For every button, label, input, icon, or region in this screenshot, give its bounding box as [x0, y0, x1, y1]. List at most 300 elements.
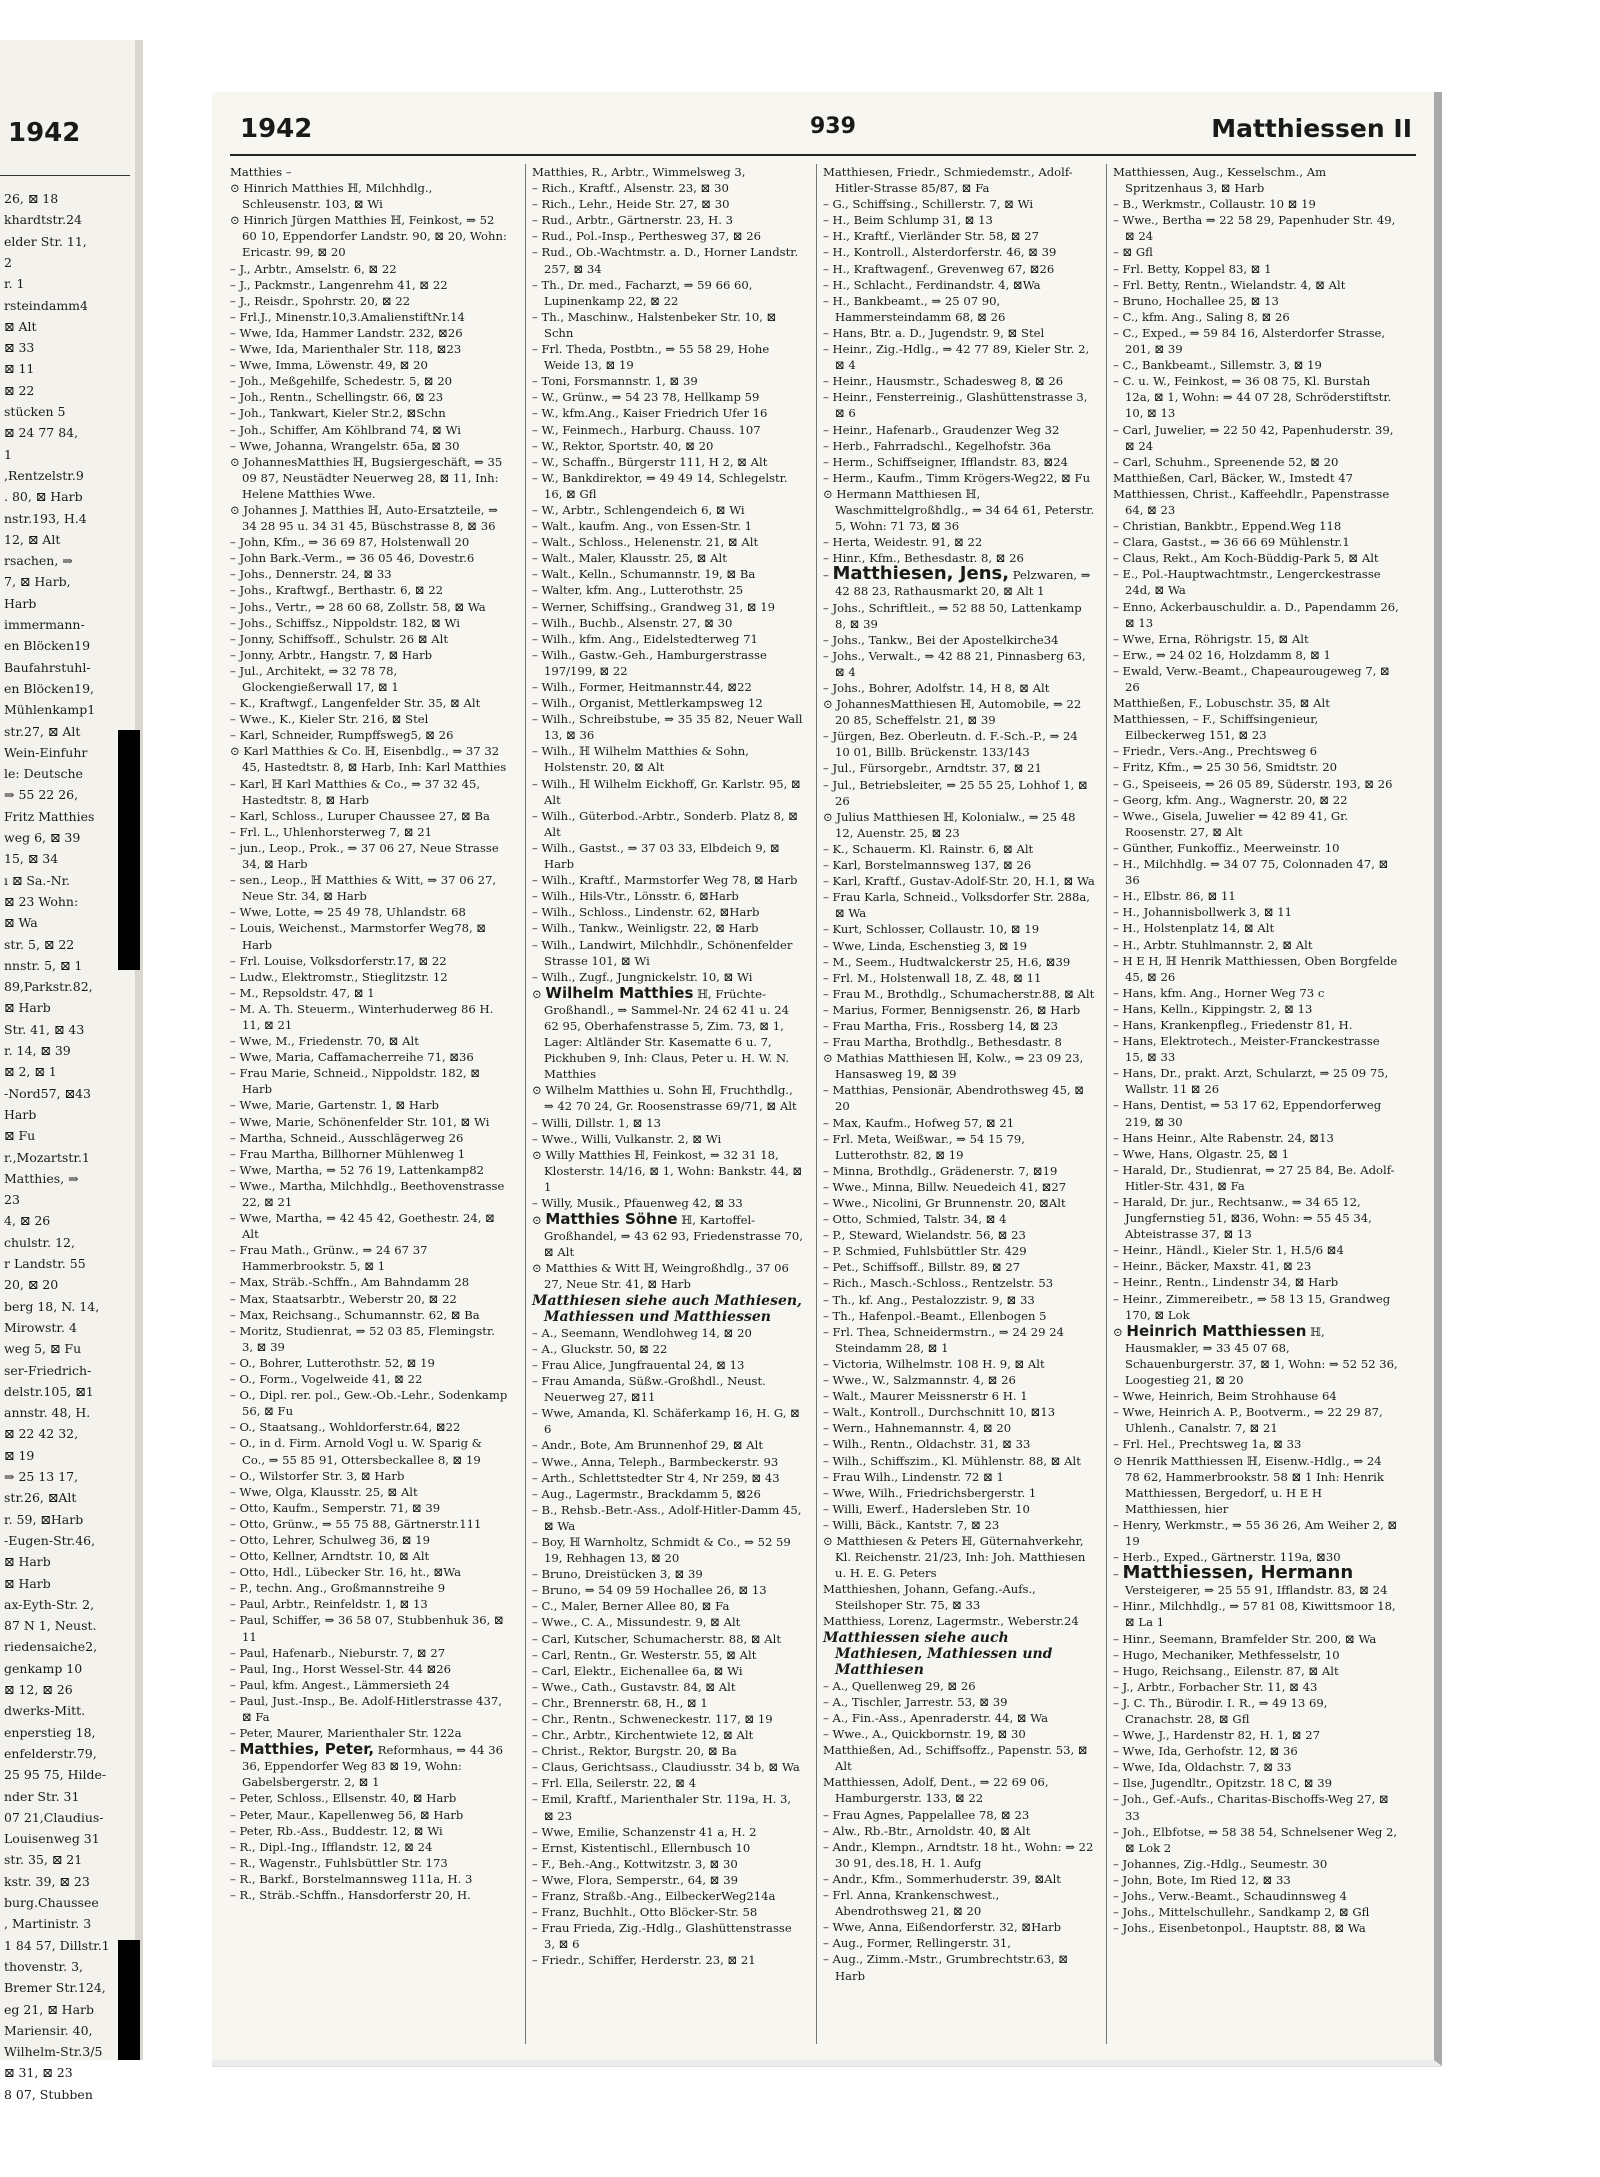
directory-entry: Matthies – — [230, 165, 292, 179]
directory-entry: – Rud., Pol.-Insp., Perthesweg 37, ⊠ 26 — [532, 229, 762, 244]
directory-entry: – W., Rektor, Sportstr. 40, ⊠ 20 — [532, 438, 714, 453]
directory-entry: – Johs., Eisenbetonpol., Hauptstr. 88, ⊠ Wa — [1113, 1921, 1366, 1936]
left-page-fragment: weg 6, ⊠ 39 — [4, 830, 81, 845]
directory-entry: Matthiessen, – F., Schiffsingenieur, Eilbeckerweg 151, ⊠ 23 — [1113, 712, 1319, 743]
left-page-fragment: thovenstr. 3, — [4, 1958, 84, 1974]
directory-entry: – Wwe., A., Quickbornstr. 19, ⊠ 30 — [823, 1727, 1026, 1742]
directory-entry: – Alw., Rb.-Btr., Arnoldstr. 40, ⊠ Alt — [823, 1823, 1031, 1838]
directory-entry: – Johs., Schiffsz., Nippoldstr. 182, ⊠ Wi — [230, 615, 460, 630]
left-page-fragment: ⊠ Harb — [4, 1554, 51, 1570]
directory-entry: – Johs., Verwalt., ⇒ 42 88 21, Pinnasberg 63, ⊠ 4 — [823, 648, 1086, 679]
directory-entry: – R., Barkf., Borstelmannsweg 111a, H. 3 — [230, 1871, 473, 1886]
left-page-fragment: 07 21,Claudius- — [4, 1809, 104, 1825]
directory-entry: Matthießen, Carl, Bäcker, W., Imstedt 47 — [1113, 470, 1353, 485]
directory-entry: – B., Werkmstr., Collaustr. 10 ⊠ 19 — [1113, 197, 1316, 212]
directory-entry: – Hinr., Kfm., Bethesdastr. 8, ⊠ 26 — [823, 551, 1024, 566]
directory-entry: – Carl, Kutscher, Schumacherstr. 88, ⊠ Alt — [532, 1631, 781, 1646]
left-page-fragment: -Eugen-Str.46, — [4, 1532, 96, 1548]
page-header — [230, 114, 1416, 148]
header-year: 1942 — [240, 114, 313, 144]
directory-entry: – Bruno, Hochallee 25, ⊠ 13 — [1113, 293, 1279, 308]
left-page-fragment: le: Deutsche — [4, 766, 83, 782]
left-page-fragment: str. 35, ⊠ 21 — [4, 1852, 83, 1868]
directory-entry: – Johs., Kraftwgf., Berthastr. 6, ⊠ 22 — [230, 583, 444, 598]
directory-entry: – Wilh., Landwirt, Milchhdlr., Schönenfelder Strasse 101, ⊠ Wi — [532, 937, 793, 968]
directory-entry: – Wwe, Hans, Olgastr. 25, ⊠ 1 — [1113, 1146, 1290, 1161]
directory-entry: – O., Wilstorfer Str. 3, ⊠ Harb — [230, 1468, 405, 1483]
column-3 — [816, 164, 1095, 2044]
directory-entry: – Willi, Bäck., Kantstr. 7, ⊠ 23 — [823, 1517, 1000, 1532]
directory-entry: – Wilh., Organist, Mettlerkampsweg 12 — [532, 696, 763, 711]
directory-entry: – Karl, Schneider, Rumpffsweg5, ⊠ 26 — [230, 728, 454, 743]
directory-entry: – Frl. Thea, Schneidermstrn., ⇒ 24 29 24 Steindamm 28, ⊠ 1 — [823, 1324, 1064, 1355]
left-page-fragment: Mariensir. 40, — [4, 2022, 93, 2038]
directory-entry: – Erw., ⇒ 24 02 16, Holzdamm 8, ⊠ 1 — [1113, 647, 1331, 662]
directory-entry: – Wilh., kfm. Ang., Eidelstedterweg 71 — [532, 631, 758, 646]
left-page-fragment: ⊠ Fu — [4, 1128, 36, 1144]
directory-entry: – Ilse, Jugendltr., Opitzstr. 18 C, ⊠ 39 — [1113, 1776, 1332, 1791]
directory-entry: ⊙ JohannesMatthies ℍ, Bugsiergeschäft, ⇒ 35 09 87, Neustädter Neuerweg 28, ⊠ 11, Inh: Helene Matthies Wwe. — [230, 454, 503, 501]
left-page-fragment: 4, ⊠ 26 — [4, 1213, 51, 1229]
directory-entry: – Frau Karla, Schneid., Volksdorfer Str. 288a, ⊠ Wa — [823, 890, 1090, 921]
thumb-index-tab-lower — [118, 1940, 140, 2060]
directory-entry: – Claus, Gerichtsass., Claudiusstr. 34 b, ⊠ Wa — [532, 1760, 800, 1775]
directory-entry: Matthiess, Lorenz, Lagermstr., Weberstr.24 — [823, 1614, 1079, 1629]
directory-entry: – Karl, ℍ Karl Matthies & Co., ⇒ 37 32 45, Hastedtstr. 8, ⊠ Harb — [230, 776, 481, 807]
directory-entry: – Paul, Just.-Insp., Be. Adolf-Hitlerstrasse 437, ⊠ Fa — [230, 1693, 502, 1724]
directory-entry: – Wwe., Anna, Teleph., Barmbeckerstr. 93 — [532, 1454, 779, 1469]
directory-entry: – H., Kraftf., Vierländer Str. 58, ⊠ 27 — [823, 229, 1040, 244]
left-page-fragment: 1 84 57, Dillstr.1 — [4, 1937, 110, 1953]
directory-entry: – Chr., Brennerstr. 68, H., ⊠ 1 — [532, 1695, 708, 1710]
left-page-fragment: Mühlenkamp1 — [4, 702, 96, 718]
directory-entry: – Martha, Schneid., Ausschlägerweg 26 — [230, 1130, 464, 1145]
directory-entry: – Frl. Meta, Weißwar., ⇒ 54 15 79, Lutterothstr. 82, ⊠ 19 — [823, 1131, 1025, 1162]
left-page-fragment: str.26, ⊠Alt — [4, 1490, 77, 1506]
directory-entry: – Wwe, Marie, Schönenfelder Str. 101, ⊠ Wi — [230, 1114, 490, 1129]
directory-entry: – Hans, Elektrotech., Meister-Franckestrasse 15, ⊠ 33 — [1113, 1034, 1380, 1065]
directory-entry: – Wwe, J., Hardenstr 82, H. 1, ⊠ 27 — [1113, 1728, 1321, 1743]
directory-entry: ⊙ Henrik Matthiessen ℍ, Eisenw.-Hdlg., ⇒ 24 78 62, Hammerbrookstr. 58 ⊠ 1 Inh: Henrik Matthiessen, Bergedorf, u. H E H Matthiessen, hier — [1113, 1453, 1384, 1516]
directory-entry: – P., Steward, Wielandstr. 56, ⊠ 23 — [823, 1228, 1026, 1243]
directory-entry: – Wilh., Gastst., ⇒ 37 03 33, Elbdeich 9, ⊠ Harb — [532, 840, 780, 872]
directory-entry: – Wwe, Ida, Hammer Landstr. 232, ⊠26 — [230, 325, 463, 340]
directory-entry: – Wwe, Amanda, Kl. Schäferkamp 16, H. G, ⊠ 6 — [532, 1406, 800, 1437]
directory-entry: – H., Holstenplatz 14, ⊠ Alt — [1113, 921, 1275, 936]
directory-entry: – Wilh., Hils-Vtr., Lönsstr. 6, ⊠Harb — [532, 889, 739, 904]
left-page-fragment: ⊠ Wa — [4, 915, 38, 931]
directory-entry: – J. C. Th., Bürodir. I. R., ⇒ 49 13 69, Cranachstr. 28, ⊠ Gfl — [1113, 1695, 1328, 1726]
left-page-fragment: ⊠ Harb — [4, 1000, 51, 1016]
directory-entry: – Johs., Tankw., Bei der Apostelkirche34 — [823, 632, 1059, 647]
directory-entry: – A., Quellenweg 29, ⊠ 26 — [823, 1678, 976, 1693]
directory-entry: ⊙ Matthies & Witt ℍ, Weingroßhdlg., 37 06 27, Neue Str. 41, ⊠ Harb — [532, 1261, 789, 1292]
directory-entry: – Heinr., Zimmereibetr., ⇒ 58 13 15, Grandweg 170, ⊠ Lok — [1113, 1291, 1391, 1322]
directory-entry: – Andr., Klempn., Arndtstr. 18 ht., Wohn: ⇒ 22 30 91, des.18, H. 1. Aufg — [823, 1839, 1094, 1870]
page-bottom-edge — [212, 2066, 1442, 2067]
directory-entry: – Wilh., Tankw., Weinligstr. 22, ⊠ Harb — [532, 921, 759, 936]
directory-entry: – Louis, Weichenst., Marmstorfer Weg78, ⊠ Harb — [230, 921, 487, 952]
highlighted-name: Wilhelm Matthies — [545, 983, 694, 1002]
directory-entry: – Hinr., Seemann, Bramfelder Str. 200, ⊠ Wa — [1113, 1631, 1377, 1646]
directory-entry: – Christ., Rektor, Burgstr. 20, ⊠ Ba — [532, 1744, 737, 1759]
directory-entry: – W., Grünw., ⇒ 54 23 78, Hellkamp 59 — [532, 390, 760, 405]
directory-entry: ⊙ Wilhelm Matthies u. Sohn ℍ, Fruchthdlg., ⇒ 42 70 24, Gr. Roosenstrasse 69/71, ⊠ Alt — [532, 1083, 797, 1114]
directory-entry: – Matthies, Peter, Reformhaus, ⇒ 44 36 36, Eppendorfer Weg 83 ⊠ 19, Wohn: Gabelsbergerstr. 2, ⊠ 1 — [230, 1740, 503, 1790]
directory-entry: Matthießen, F., Lobuschstr. 35, ⊠ Alt — [1113, 696, 1330, 711]
directory-entry: – Hans, Dr., prakt. Arzt, Schularzt, ⇒ 25 09 75, Wallstr. 11 ⊠ 26 — [1113, 1066, 1389, 1097]
directory-entry: – Moritz, Studienrat, ⇒ 52 03 85, Flemingstr. 3, ⊠ 39 — [230, 1323, 495, 1354]
directory-entry: – Heinr., Bäcker, Maxstr. 41, ⊠ 23 — [1113, 1259, 1312, 1274]
left-page-fragment: ⊠ 2, ⊠ 1 — [4, 1064, 57, 1080]
directory-entry: – Johannes, Zig.-Hdlg., Seumestr. 30 — [1113, 1856, 1328, 1871]
directory-entry: – Walter, kfm. Ang., Lutterothstr. 25 — [532, 583, 744, 598]
directory-entry: – Franz, Buchhlt., Otto Blöcker-Str. 58 — [532, 1905, 758, 1920]
directory-entry: – Ludw., Elektromstr., Stieglitzstr. 12 — [230, 969, 448, 984]
directory-entry: – Andr., Kfm., Sommerhuderstr. 39, ⊠Alt — [823, 1871, 1061, 1886]
directory-entry: – Max, Kaufm., Hofweg 57, ⊠ 21 — [823, 1115, 1015, 1130]
directory-entry: – Wilh., Former, Heitmannstr.44, ⊠22 — [532, 680, 752, 694]
left-page-number: 1942 — [8, 118, 81, 148]
directory-entry: – Otto, Hdl., Lübecker Str. 16, ht., ⊠Wa — [230, 1565, 462, 1580]
left-page-fragment: en Blöcken19 — [4, 638, 91, 654]
left-page-fragment: 1 — [4, 446, 12, 462]
directory-entry: – Christian, Bankbtr., Eppend.Weg 118 — [1113, 519, 1342, 534]
directory-entry: – Walt., Kelln., Schumannstr. 19, ⊠ Ba — [532, 567, 756, 582]
thumb-index-tab-upper — [118, 730, 140, 970]
directory-entry: – H., Milchhdlg. ⇒ 34 07 75, Colonnaden 47, ⊠ 36 — [1113, 857, 1389, 888]
left-page-fragment: str. 5, ⊠ 22 — [4, 936, 75, 952]
directory-entry: – Johs., Schriftleit., ⇒ 52 88 50, Lattenkamp 8, ⊠ 39 — [823, 600, 1082, 631]
directory-entry: – Frl. Louise, Volksdorferstr.17, ⊠ 22 — [230, 953, 447, 968]
directory-entry: – Wwe., Nicolini, Gr Brunnenstr. 20, ⊠Alt — [823, 1196, 1066, 1210]
directory-entry: – R., Dipl.-Ing., Ifflandstr. 12, ⊠ 24 — [230, 1839, 433, 1854]
directory-entry: – Willi, Dillstr. 1, ⊠ 13 — [532, 1115, 661, 1130]
directory-entry: – Rich., Masch.-Schloss., Rentzelstr. 53 — [823, 1276, 1054, 1291]
directory-entry: – Hans, Dentist, ⇒ 53 17 62, Eppendorferweg 219, ⊠ 30 — [1113, 1098, 1382, 1129]
header-running-title: Matthiessen II — [1211, 114, 1412, 143]
directory-entry: – Franz, Straßb.-Ang., EilbeckerWeg214a — [532, 1889, 776, 1904]
directory-entry: – sen., Leop., ℍ Matthies & Witt, ⇒ 37 06 27, Neue Str. 34, ⊠ Harb — [230, 873, 497, 904]
left-page-fragment: 25 95 75, Hilde- — [4, 1767, 107, 1783]
left-page-fragment: enfelderstr.79, — [4, 1745, 97, 1761]
directory-entry: – Frl. L., Uhlenhorsterweg 7, ⊠ 21 — [230, 824, 432, 839]
left-page-fragment: eg 21, ⊠ Harb — [4, 2001, 95, 2017]
directory-entry: ⊙ Hinrich Jürgen Matthies ℍ, Feinkost, ⇒ 52 60 10, Eppendorfer Landstr. 90, ⊠ 20, Wohn: Ericastr. 99, ⊠ 20 — [230, 213, 507, 260]
directory-entry: – Max, Sträb.-Schffn., Am Bahndamm 28 — [230, 1275, 470, 1290]
directory-entry: – Th., Hafenpol.-Beamt., Ellenbogen 5 — [823, 1308, 1047, 1323]
left-page-fragment: r. 14, ⊠ 39 — [4, 1043, 71, 1058]
directory-entry: – Heinr., Hausmstr., Schadesweg 8, ⊠ 26 — [823, 374, 1064, 389]
directory-entry: – Paul, Schiffer, ⇒ 36 58 07, Stubbenhuk 36, ⊠ 11 — [230, 1613, 504, 1644]
directory-entry: – Friedr., Schiffer, Herderstr. 23, ⊠ 21 — [532, 1953, 756, 1968]
directory-entry: – W., kfm.Ang., Kaiser Friedrich Ufer 16 — [532, 406, 768, 421]
directory-entry: Matthießen, Ad., Schiffsoffz., Papenstr. 53, ⊠ Alt — [823, 1743, 1088, 1774]
directory-entry: – G., Speiseeis, ⇒ 26 05 89, Süderstr. 193, ⊠ 26 — [1113, 776, 1393, 791]
directory-entry: – Frau Math., Grünw., ⇒ 24 67 37 Hammerbrookstr. 5, ⊠ 1 — [230, 1243, 428, 1274]
directory-entry: – Walt., kaufm. Ang., von Essen-Str. 1 — [532, 519, 753, 534]
directory-entry: – Wilh., ℍ Wilhelm Matthies & Sohn, Holstenstr. 20, ⊠ Alt — [532, 744, 749, 775]
directory-entry: – Matthiessen, Hermann Versteigerer, ⇒ 25 55 91, Ifflandstr. 83, ⊠ 24 — [1113, 1562, 1388, 1598]
left-page-fragment: en Blöcken19, — [4, 680, 95, 696]
directory-entry: – Frau Wilh., Lindenstr. 72 ⊠ 1 — [823, 1469, 1004, 1484]
directory-entry: – Otto, Kellner, Arndtstr. 10, ⊠ Alt — [230, 1549, 430, 1564]
left-page-fragment: , Martinistr. 3 — [4, 1916, 92, 1932]
directory-entry: – W., Arbtr., Schlengendeich 6, ⊠ Wi — [532, 502, 745, 517]
directory-entry: – Wwe., Willi, Vulkanstr. 2, ⊠ Wi — [532, 1131, 722, 1146]
directory-entry: ⊙ Johannes J. Matthies ℍ, Auto-Ersatzteile, ⇒ 34 28 95 u. 34 31 45, Büschstrasse 8, ⊠ 36 — [230, 502, 498, 534]
directory-entry: ⊙ Willy Matthies ℍ, Feinkost, ⇒ 32 31 18, Klosterstr. 14/16, ⊠ 1, Wohn: Bankstr. 44, ⊠ 1 — [532, 1147, 803, 1194]
directory-entry: – Frl. M., Holstenwall 18, Z. 48, ⊠ 11 — [823, 970, 1042, 985]
directory-entry: – Herta, Weidestr. 91, ⊠ 22 — [823, 535, 983, 550]
left-page-fragment: ⊠ Alt — [4, 318, 37, 334]
directory-entry: – Hans, kfm. Ang., Horner Weg 73 c — [1113, 985, 1325, 1000]
left-page-fragment: Harb — [4, 595, 37, 611]
directory-entry: – Paul, Hafenarb., Nieburstr. 7, ⊠ 27 — [230, 1645, 446, 1660]
directory-entry: – K., Schauerm. Kl. Rainstr. 6, ⊠ Alt — [823, 841, 1034, 856]
directory-entry: – Carl, Rentn., Gr. Westerstr. 55, ⊠ Alt — [532, 1647, 757, 1662]
directory-entry: – A., Fin.-Ass., Apenraderstr. 44, ⊠ Wa — [823, 1711, 1049, 1725]
directory-entry: – Rich., Kraftf., Alsenstr. 23, ⊠ 30 — [532, 181, 729, 196]
directory-entry: – A., Gluckstr. 50, ⊠ 22 — [532, 1341, 668, 1356]
directory-entry: – Herb., Exped., Gärtnerstr. 119a, ⊠30 — [1113, 1550, 1341, 1565]
directory-entry: – Johs., Verw.-Beamt., Schaudinnsweg 4 — [1113, 1889, 1348, 1904]
left-page-fragment: ⊠ 12, ⊠ 26 — [4, 1682, 73, 1697]
directory-entry: – Heinr., Hafenarb., Graudenzer Weg 32 — [823, 422, 1060, 437]
left-page-fragment: ⊠ 33 — [4, 340, 35, 356]
left-page-fragment: ⇒ 25 13 17, — [4, 1469, 79, 1484]
directory-entry: – Frl. Betty, Rentn., Wielandstr. 4, ⊠ Alt — [1113, 277, 1346, 292]
directory-entry: – Heinr., Händl., Kieler Str. 1, H.5/6 ⊠4 — [1113, 1243, 1344, 1258]
left-page-fragment: 89,Parkstr.82, — [4, 979, 93, 995]
left-page-fragment: berg 18, N. 14, — [4, 1298, 100, 1314]
left-page-fragment: ⊠ 31, ⊠ 23 — [4, 2065, 73, 2081]
directory-entry: – Victoria, Wilhelmstr. 108 H. 9, ⊠ Alt — [823, 1356, 1045, 1371]
left-page-fragment: Bremer Str.124, — [4, 1980, 106, 1996]
directory-entry: – Minna, Brothdlg., Grädenerstr. 7, ⊠19 — [823, 1163, 1058, 1178]
directory-entry: – Joh., Gef.-Aufs., Charitas-Bischoffs-Weg 27, ⊠ 33 — [1113, 1792, 1389, 1823]
left-page-fragment: Matthies, ⇒ — [4, 1170, 79, 1186]
directory-entry: – Hugo, Reichsang., Eilenstr. 87, ⊠ Alt — [1113, 1663, 1339, 1678]
directory-entry: – Wwe, Linda, Eschenstieg 3, ⊠ 19 — [823, 938, 1028, 953]
directory-entry: – Wwe., K., Kieler Str. 216, ⊠ Stel — [230, 712, 429, 727]
left-page-fragment: nder Str. 31 — [4, 1788, 80, 1804]
directory-entry: – W., Feinmech., Harburg. Chauss. 107 — [532, 422, 761, 437]
directory-entry: – Claus, Rekt., Am Koch-Büddig-Park 5, ⊠ Alt — [1113, 551, 1379, 566]
left-page-fragment: ser-Friedrich- — [4, 1362, 92, 1378]
directory-entry: ⊙ Karl Matthies & Co. ℍ, Eisenbdlg., ⇒ 37 32 45, Hastedtstr. 8, ⊠ Harb, Inh: Karl Matthies — [230, 744, 507, 775]
directory-entry: – C., Exped., ⇒ 59 84 16, Alsterdorfer Strasse, 201, ⊠ 39 — [1113, 325, 1386, 357]
directory-entry: – Herb., Fahrradschl., Kegelhofstr. 36a — [823, 438, 1052, 453]
directory-entry: – Wwe., Gisela, Juwelier ⇒ 42 89 41, Gr. Roosenstr. 27, ⊠ Alt — [1113, 808, 1349, 839]
directory-entry: – H., Schlacht., Ferdinandstr. 4, ⊠Wa — [823, 277, 1041, 292]
left-page-fragment: 8 07, Stubben — [4, 2086, 93, 2102]
directory-entry: – Enno, Ackerbauschuldir. a. D., Papendamm 26, ⊠ 13 — [1113, 599, 1399, 630]
left-page-fragment: Mirowstr. 4 — [4, 1319, 77, 1335]
header-page-number: 939 — [810, 114, 856, 139]
directory-entry: – A., Seemann, Wendlohweg 14, ⊠ 20 — [532, 1325, 752, 1340]
left-page-fragment: rsteindamm4 — [4, 297, 88, 313]
directory-entry: ⊙ Hermann Matthiesen ℍ, Waschmittelgroßhdlg., ⇒ 34 64 61, Peterstr. 5, Wohn: 71 73, ⊠ 36 — [823, 486, 1095, 534]
directory-entry: – Wwe., Bertha ⇒ 22 58 29, Papenhuder Str. 49, ⊠ 24 — [1113, 213, 1396, 244]
directory-entry: – Wwe, Heinrich, Beim Strohhause 64 — [1113, 1389, 1337, 1404]
cross-reference-heading: Matthiessen siehe auch Mathiesen, Mathiessen und Matthiesen — [823, 1629, 1053, 1678]
directory-entry: – J., Packmstr., Langenrehm 41, ⊠ 22 — [230, 277, 448, 292]
directory-entry: – Frl. Hel., Prechtsweg 1a, ⊠ 33 — [1113, 1437, 1302, 1452]
directory-entry: – Karl, Borstelmannsweg 137, ⊠ 26 — [823, 858, 1032, 873]
directory-page — [212, 92, 1442, 2066]
directory-entry: – H., Kontroll., Alsterdorferstr. 46, ⊠ 39 — [823, 245, 1057, 260]
directory-entry: – Rud., Ob.-Wachtmstr. a. D., Horner Landstr. 257, ⊠ 34 — [532, 245, 799, 276]
directory-entry: – Friedr., Vers.-Ang., Prechtsweg 6 — [1113, 744, 1318, 759]
directory-entry: – J., Arbtr., Amselstr. 6, ⊠ 22 — [230, 261, 397, 276]
directory-entry: – P., techn. Ang., Großmannstreihe 9 — [230, 1581, 446, 1596]
directory-entry: – H., Kraftwagenf., Grevenweg 67, ⊠26 — [823, 261, 1055, 276]
left-page-fragment: nstr.193, H.4 — [4, 510, 87, 526]
directory-entry: Matthies, R., Arbtr., Wimmelsweg 3, — [532, 165, 746, 179]
directory-entry: – Bruno, ⇒ 54 09 59 Hochallee 26, ⊠ 13 — [532, 1583, 767, 1598]
directory-entry: – Th., Dr. med., Facharzt, ⇒ 59 66 60, Lupinenkamp 22, ⊠ 22 — [532, 277, 753, 308]
directory-entry: – Jul., Betriebsleiter, ⇒ 25 55 25, Lohhof 1, ⊠ 26 — [823, 777, 1088, 808]
left-page-fragment: 7, ⊠ Harb, — [4, 574, 71, 590]
left-page-fragment: r Landstr. 55 — [4, 1256, 86, 1271]
directory-entry: – Matthiesen, Jens, Pelzwaren, ⇒ 42 88 23, Rathausmarkt 20, ⊠ Alt 1 — [823, 563, 1091, 599]
directory-entry: – M., Seem., Hudtwalckerstr 25, H.6, ⊠39 — [823, 954, 1071, 969]
directory-entry: – O., Form., Vogelweide 41, ⊠ 22 — [230, 1372, 423, 1387]
directory-entry: – Frau Frieda, Zig.-Hdlg., Glashüttenstrasse 3, ⊠ 6 — [532, 1921, 792, 1952]
directory-entry: – Andr., Bote, Am Brunnenhof 29, ⊠ Alt — [532, 1438, 763, 1453]
directory-entry: – Wwe., Minna, Billw. Neuedeich 41, ⊠27 — [823, 1179, 1067, 1194]
directory-entry: – Frau Marie, Schneid., Nippoldstr. 182, ⊠ Harb — [230, 1066, 481, 1097]
left-page-fragment: annstr. 48, H. — [4, 1405, 91, 1421]
directory-entry: – Bruno, Dreistücken 3, ⊠ 39 — [532, 1567, 703, 1582]
left-page-fragment: Str. 41, ⊠ 43 — [4, 1021, 85, 1037]
directory-entry: – Wilh., Güterbod.-Arbtr., Sonderb. Platz 8, ⊠ Alt — [532, 808, 799, 839]
directory-entry: – Willy, Musik., Pfauenweg 42, ⊠ 33 — [532, 1196, 743, 1210]
highlighted-name: Matthies Söhne — [545, 1210, 678, 1229]
directory-entry: – C., Maler, Berner Allee 80, ⊠ Fa — [532, 1599, 730, 1614]
left-page-fragment: khardtstr.24 — [4, 212, 82, 228]
directory-entry: – Aug., Former, Rellingerstr. 31, — [823, 1936, 1011, 1951]
directory-entry: – O., Dipl. rer. pol., Gew.-Ob.-Lehr., Sodenkamp 56, ⊠ Fu — [230, 1388, 508, 1419]
directory-entry: – Wwe, Heinrich A. P., Bootverm., ⇒ 22 29 87, Uhlenh., Canalstr. 7, ⊠ 21 — [1113, 1405, 1383, 1436]
directory-entry: – jun., Leop., Prok., ⇒ 37 06 27, Neue Strasse 34, ⊠ Harb — [230, 840, 499, 872]
directory-entry: – Harald, Dr. jur., Rechtsanw., ⇒ 34 65 12, Jungfernstieg 51, ⊠36, Wohn: ⇒ 55 45 34, Abteistrasse 37, ⊠ 13 — [1113, 1195, 1372, 1242]
directory-entry: – Aug., Zimm.-Mstr., Grumbrechtstr.63, ⊠ Harb — [823, 1952, 1069, 1983]
directory-entry: Matthieshen, Johann, Gefang.-Aufs., Steilshoper Str. 75, ⊠ 33 — [823, 1582, 1036, 1613]
directory-entry: – Otto, Schmied, Talstr. 34, ⊠ 4 — [823, 1212, 1007, 1227]
directory-entry: – Frl.J., Minenstr.10,3.AmalienstiftNr.14 — [230, 309, 465, 324]
directory-entry: – H., Bankbeamt., ⇒ 25 07 90, Hammersteindamm 68, ⊠ 26 — [823, 293, 1006, 324]
directory-entry: – Johs., Vertr., ⇒ 28 60 68, Zollstr. 58, ⊠ Wa — [230, 599, 486, 614]
left-page-fragment: 20, ⊠ 20 — [4, 1277, 59, 1293]
directory-entry: – Chr., Arbtr., Kirchentwiete 12, ⊠ Alt — [532, 1728, 754, 1743]
left-page-fragment: stücken 5 — [4, 404, 66, 419]
directory-entry: – Willi, Ewerf., Hadersleben Str. 10 — [823, 1501, 1030, 1516]
left-page-fragment: ⊠ 23 Wohn: — [4, 893, 79, 909]
directory-entry: – Hinr., Milchhdlg., ⇒ 57 81 08, Kiwittsmoor 18, ⊠ La 1 — [1113, 1599, 1396, 1630]
directory-entry: – Emil, Kraftf., Marienthaler Str. 119a, H. 3, ⊠ 23 — [532, 1792, 792, 1823]
cross-reference-heading: Matthiesen siehe auch Mathiesen, Mathiessen und Matthiessen — [532, 1292, 802, 1325]
directory-entry: – Frau Agnes, Pappelallee 78, ⊠ 23 — [823, 1807, 1030, 1822]
directory-entry: – Hugo, Mechaniker, Methfesselstr, 10 — [1113, 1647, 1340, 1662]
directory-entry: – Wwe, Ida, Gerhofstr. 12, ⊠ 36 — [1113, 1744, 1298, 1759]
directory-entry: – Wilh., Schloss., Lindenstr. 62, ⊠Harb — [532, 905, 760, 920]
directory-entry: – Chr., Rentn., Schweneckestr. 117, ⊠ 19 — [532, 1712, 773, 1726]
directory-entry: – Wwe, Lotte, ⇒ 25 49 78, Uhlandstr. 68 — [230, 905, 466, 920]
directory-entry: – Harald, Dr., Studienrat, ⇒ 27 25 84, Be. Adolf-Hitler-Str. 431, ⊠ Fa — [1113, 1162, 1395, 1193]
directory-entry: – Carl, Juwelier, ⇒ 22 50 42, Papenhuderstr. 39, ⊠ 24 — [1113, 422, 1394, 453]
left-page-fragment: r. 1 — [4, 276, 25, 292]
directory-entry: – R., Sträb.-Schffn., Hansdorferstr 20, H. — [230, 1888, 471, 1903]
left-page-fragment: burg.Chaussee — [4, 1895, 99, 1910]
directory-entry: – Johs., Bohrer, Adolfstr. 14, H 8, ⊠ Alt — [823, 681, 1050, 695]
directory-entry: – Wilh., Gastw.-Geh., Hamburgerstrasse 197/199, ⊠ 22 — [532, 647, 767, 678]
directory-entry: – Jonny, Arbtr., Hangstr. 7, ⊠ Harb — [230, 647, 433, 662]
directory-entry: – Joh., Schiffer, Am Köhlbrand 74, ⊠ Wi — [230, 422, 461, 437]
directory-entry: – O., in d. Firm. Arnold Vogl u. W. Sparig & Co., ⇒ 55 85 91, Ottersbeckallee 8, ⊠ 19 — [230, 1436, 483, 1467]
directory-entry: – Frau Amanda, Süßw.-Großhdl., Neust. Neuerweg 27, ⊠11 — [532, 1374, 766, 1405]
directory-entry: – H., Arbtr. Stuhlmannstr. 2, ⊠ Alt — [1113, 937, 1313, 952]
left-page-fragment: weg 5, ⊠ Fu — [4, 1341, 82, 1357]
directory-entry: – Max, Reichsang., Schumannstr. 62, ⊠ Ba — [230, 1307, 480, 1322]
left-page-fragment: nnstr. 5, ⊠ 1 — [4, 957, 83, 973]
left-page-fragment: Fritz Matthies — [4, 808, 95, 824]
directory-entry: – Wwe, Ida, Oldachstr. 7, ⊠ 33 — [1113, 1760, 1292, 1775]
directory-entry: – Walt., Maler, Klausstr. 25, ⊠ Alt — [532, 551, 727, 566]
directory-entry: – Frau Alice, Jungfrauental 24, ⊠ 13 — [532, 1357, 745, 1372]
directory-entry: – Clara, Gastst., ⇒ 36 66 69 Mühlenstr.1 — [1113, 535, 1350, 550]
directory-entry: – Frau M., Brothdlg., Schumacherstr.88, ⊠ Alt — [823, 986, 1095, 1001]
left-page-fragment: Louisenweg 31 — [4, 1831, 100, 1847]
directory-entry: – Wwe, M., Friedenstr. 70, ⊠ Alt — [230, 1034, 419, 1049]
left-page-fragment: ⊠ 11 — [4, 361, 35, 377]
directory-entry: ⊙ Matthiesen & Peters ℍ, Güternahverkehr, Kl. Reichenstr. 21/23, Inh: Joh. Matthiesen u. H. E. G. Peters — [823, 1533, 1086, 1581]
directory-entry: – Johs., Mittelschullehr., Sandkamp 2, ⊠ Gfl — [1113, 1905, 1370, 1920]
column-2 — [525, 164, 804, 2044]
directory-entry: – O., Bohrer, Lutterothstr. 52, ⊠ 19 — [230, 1355, 435, 1370]
left-page-fragment: r.,Mozartstr.1 — [4, 1149, 90, 1165]
directory-entry: – Otto, Grünw., ⇒ 55 75 88, Gärtnerstr.111 — [230, 1516, 482, 1531]
left-page-fragment: Harb — [4, 1106, 37, 1122]
left-page-fragment: ⊠ 22 — [4, 382, 35, 398]
directory-entry: – Joh., Tankwart, Kieler Str.2, ⊠Schn — [230, 406, 446, 421]
directory-entry: – Boy, ℍ Warnholtz, Schmidt & Co., ⇒ 52 59 19, Rehhagen 13, ⊠ 20 — [532, 1534, 791, 1566]
directory-entry: – Heinr., Zig.-Hdlg., ⇒ 42 77 89, Kieler Str. 2, ⊠ 4 — [823, 342, 1090, 373]
directory-entry: – Frl. Theda, Postbtn., ⇒ 55 58 29, Hohe Weide 13, ⊠ 19 — [532, 342, 770, 373]
directory-entry: – Jürgen, Bez. Oberleutn. d. F.-Sch.-P., ⇒ 24 10 01, Billb. Brückenstr. 133/143 — [823, 729, 1078, 760]
directory-entry: – Joh., Rentn., Schellingstr. 66, ⊠ 23 — [230, 390, 444, 405]
directory-entry: – Fritz, Kfm., ⇒ 25 30 56, Smidtstr. 20 — [1113, 760, 1338, 775]
left-page-fragment: -Nord57, ⊠43 — [4, 1085, 91, 1101]
directory-entry: – Pet., Schiffsoff., Billstr. 89, ⊠ 27 — [823, 1260, 1021, 1275]
left-page-fragment: ⊠ 24 77 84, — [4, 425, 79, 441]
column-4 — [1106, 164, 1399, 2044]
directory-entry: – Toni, Forsmannstr. 1, ⊠ 39 — [532, 374, 698, 389]
directory-entry: – Peter, Maur., Kapellenweg 56, ⊠ Harb — [230, 1807, 464, 1822]
directory-entry: – H., Johannisbollwerk 3, ⊠ 11 — [1113, 905, 1293, 920]
left-page-fragment: elder Str. 11, — [4, 233, 87, 249]
left-page-fragment: Wein-Einfuhr — [4, 744, 88, 760]
directory-entry: – Wwe, Flora, Semperstr., 64, ⊠ 39 — [532, 1872, 738, 1887]
directory-entry: – Otto, Kaufm., Semperstr. 71, ⊠ 39 — [230, 1500, 441, 1515]
directory-entry: – K., Kraftwgf., Langenfelder Str. 35, ⊠ Alt — [230, 696, 481, 711]
directory-entry: – Wilh., Zugf., Jungnickelstr. 10, ⊠ Wi — [532, 969, 753, 984]
left-page-fragment: ,Rentzelstr.9 — [4, 467, 84, 483]
directory-entry: – Wilh., Schreibstube, ⇒ 35 35 82, Neuer Wall 13, ⊠ 36 — [532, 712, 803, 743]
directory-entry: ⊙ Julius Matthiesen ℍ, Kolonialw., ⇒ 25 48 12, Auenstr. 25, ⊠ 23 — [823, 809, 1076, 840]
highlighted-name: Matthiesen, Jens, — [832, 563, 1010, 585]
